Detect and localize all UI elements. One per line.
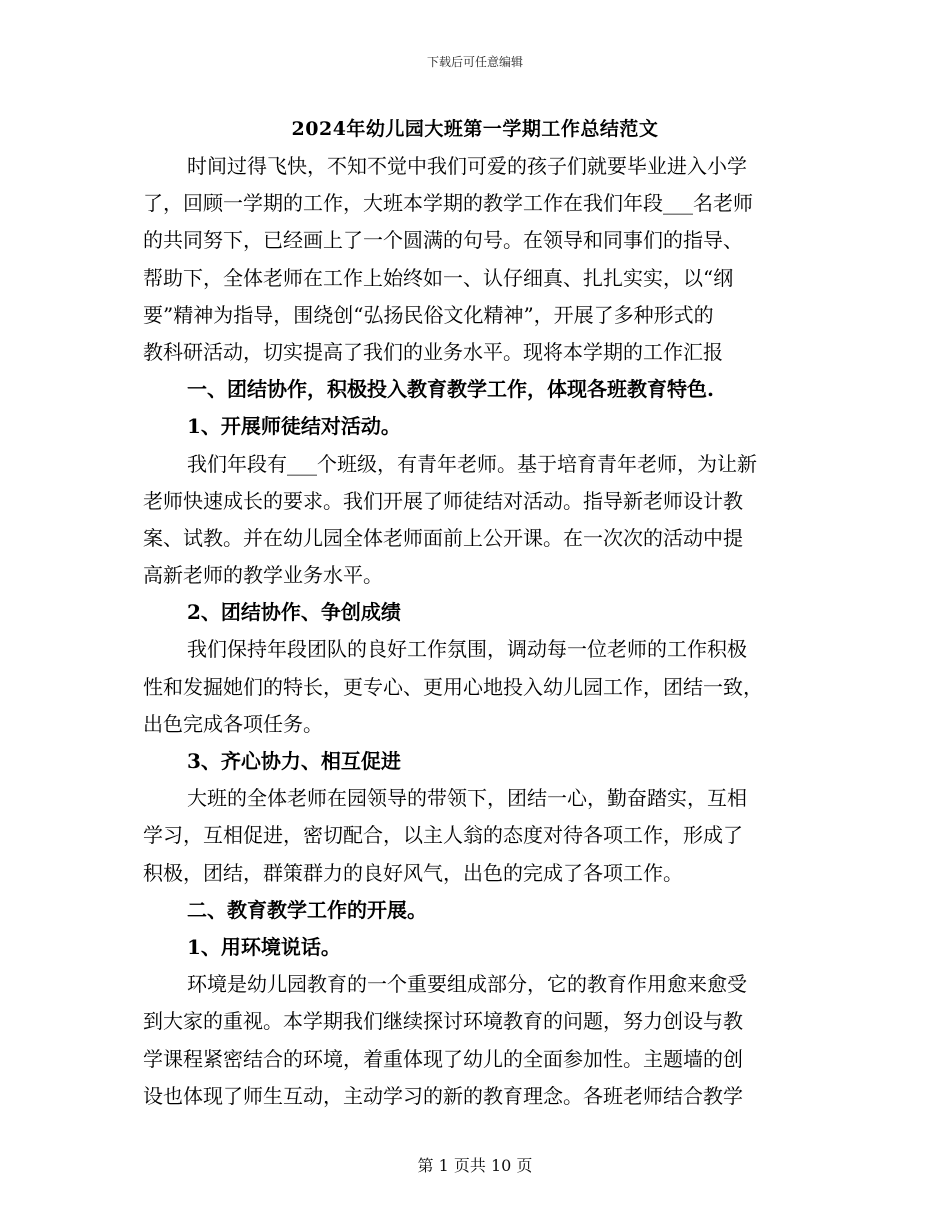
document-title: 2024年幼儿园大班第一学期工作总结范文 bbox=[291, 118, 659, 140]
paragraph-line: 环境是幼儿园教育的一个重要组成部分，它的教育作用愈来愈受 bbox=[187, 972, 747, 997]
section-heading: 一、团结协作，积极投入教育教学工作，体现各班教育特色. bbox=[187, 377, 714, 402]
section-heading: 二、教育教学工作的开展。 bbox=[187, 897, 427, 922]
paragraph-line: 设也体现了师生互动，主动学习的新的教育理念。各班老师结合教学 bbox=[143, 1083, 743, 1108]
paragraph-line: 案、试教。并在幼儿园全体老师面前上公开课。在一次次的活动中提 bbox=[143, 525, 743, 550]
paragraph-line: 要”精神为指导，围绕创“弘扬民俗文化精神”，开展了多种形式的 bbox=[143, 302, 714, 327]
paragraph-line: 老师快速成长的要求。我们开展了师徒结对活动。指导新老师设计教 bbox=[143, 488, 743, 513]
page-header-note: 下载后可任意编辑 bbox=[426, 55, 523, 69]
section-heading: 1、开展师徒结对活动。 bbox=[187, 414, 401, 439]
page-footer-number: 第 1 页共 10 页 bbox=[417, 1156, 533, 1175]
paragraph-line: 的共同努下，已经画上了一个圆满的句号。在领导和同事们的指导、 bbox=[143, 228, 743, 253]
section-heading: 3、齐心协力、相互促进 bbox=[187, 749, 401, 773]
paragraph-line: 帮助下，全体老师在工作上始终如一、认仔细真、扎扎实实，以“纲 bbox=[143, 265, 734, 290]
paragraph-line: 出色完成各项任务。 bbox=[143, 711, 323, 736]
paragraph-line: 到大家的重视。本学期我们继续探讨环境教育的问题，努力创设与教 bbox=[143, 1009, 743, 1034]
document-body bbox=[143, 148, 808, 1115]
paragraph-line: 了，回顾一学期的工作，大班本学期的教学工作在我们年段___名老师 bbox=[143, 191, 753, 216]
section-heading: 1、用环境说话。 bbox=[187, 934, 341, 959]
paragraph-line: 积极，团结，群策群力的良好风气，出色的完成了各项工作。 bbox=[143, 860, 683, 885]
section-heading: 2、团结协作、争创成绩 bbox=[187, 600, 401, 625]
paragraph-line: 时间过得飞快，不知不觉中我们可爱的孩子们就要毕业进入小学 bbox=[187, 154, 747, 178]
paragraph-line: 学习，互相促进，密切配合，以主人翁的态度对待各项工作，形成了 bbox=[143, 823, 743, 848]
paragraph-line: 高新老师的教学业务水平。 bbox=[143, 563, 383, 588]
paragraph-line: 教科研活动，切实提高了我们的业务水平。现将本学期的工作汇报 bbox=[143, 339, 723, 364]
paragraph-line: 学课程紧密结合的环境，着重体现了幼儿的全面参加性。主题墙的创 bbox=[143, 1046, 743, 1071]
paragraph-line: 我们年段有___个班级，有青年老师。基于培育青年老师，为让新 bbox=[187, 451, 757, 476]
paragraph-line: 性和发掘她们的特长，更专心、更用心地投入幼儿园工作，团结一致， bbox=[143, 674, 763, 699]
paragraph-line: 我们保持年段团队的良好工作氛围，调动每一位老师的工作积极 bbox=[187, 637, 747, 662]
paragraph-line: 大班的全体老师在园领导的带领下，团结一心，勤奋踏实，互相 bbox=[187, 786, 747, 811]
